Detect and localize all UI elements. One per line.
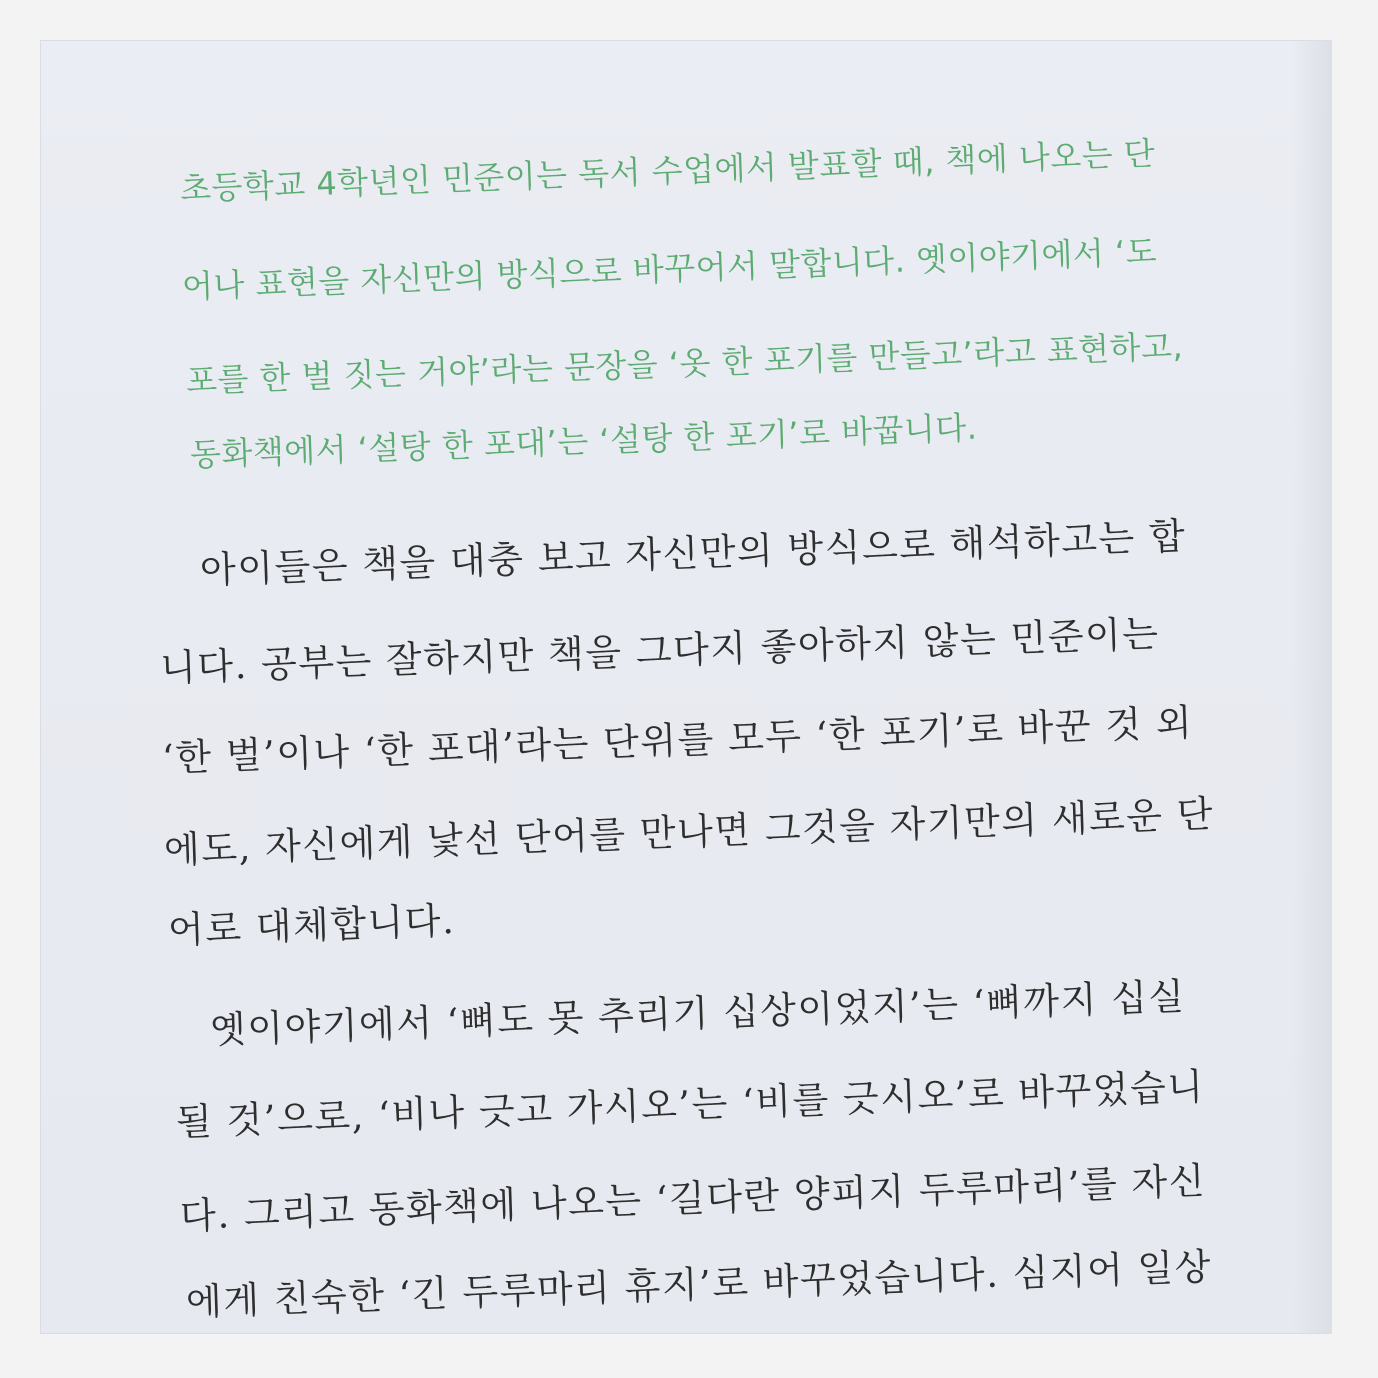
highlight-line: 포를 한 벌 짓는 거야’라는 문장을 ‘옷 한 포기를 만들고’라고 표현하고, <box>185 327 1184 400</box>
highlight-line: 어나 표현을 자신만의 방식으로 바꾸어서 말합니다. 옛이야기에서 ‘도 <box>181 232 1158 306</box>
paragraph-1-line: 니다. 공부는 잘하지만 책을 그다지 좋아하지 않는 민준이는 <box>159 612 1161 690</box>
paragraph-1-line: 아이들은 책을 대충 보고 자신만의 방식으로 해석하고는 합 <box>199 514 1187 592</box>
book-page <box>40 40 1332 1334</box>
paragraph-1-line: 어로 대체합니다. <box>167 898 456 952</box>
highlight-line: 초등학교 4학년인 민준이는 독서 수업에서 발표할 때, 책에 나오는 단 <box>179 134 1156 208</box>
page-edge-shadow <box>1292 40 1332 1334</box>
paragraph-2-line: 될 것’으로, ‘비나 긋고 가시오’는 ‘비를 긋시오’로 바꾸었습니 <box>175 1065 1206 1144</box>
paragraph-2-line: 다. 그리고 동화책에 나오는 ‘길다란 양피지 두루마리’를 자신 <box>179 1159 1207 1238</box>
paragraph-1-line: 에도, 자신에게 낯선 단어를 만나면 그것을 자기만의 새로운 단 <box>163 792 1215 872</box>
paragraph-2-line: 에게 친숙한 ‘긴 두루마리 휴지’로 바꾸었습니다. 심지어 일상 <box>185 1245 1213 1324</box>
highlight-line: 동화책에서 ‘설탕 한 포대’는 ‘설탕 한 포기’로 바꿉니다. <box>189 408 978 474</box>
paragraph-2-line: 옛이야기에서 ‘뼈도 못 추리기 십상이었지’는 ‘뼈까지 십실 <box>209 974 1187 1052</box>
paragraph-1-line: ‘한 벌’이나 ‘한 포대’라는 단위를 모두 ‘한 포기’로 바꾼 것 외 <box>161 701 1194 780</box>
